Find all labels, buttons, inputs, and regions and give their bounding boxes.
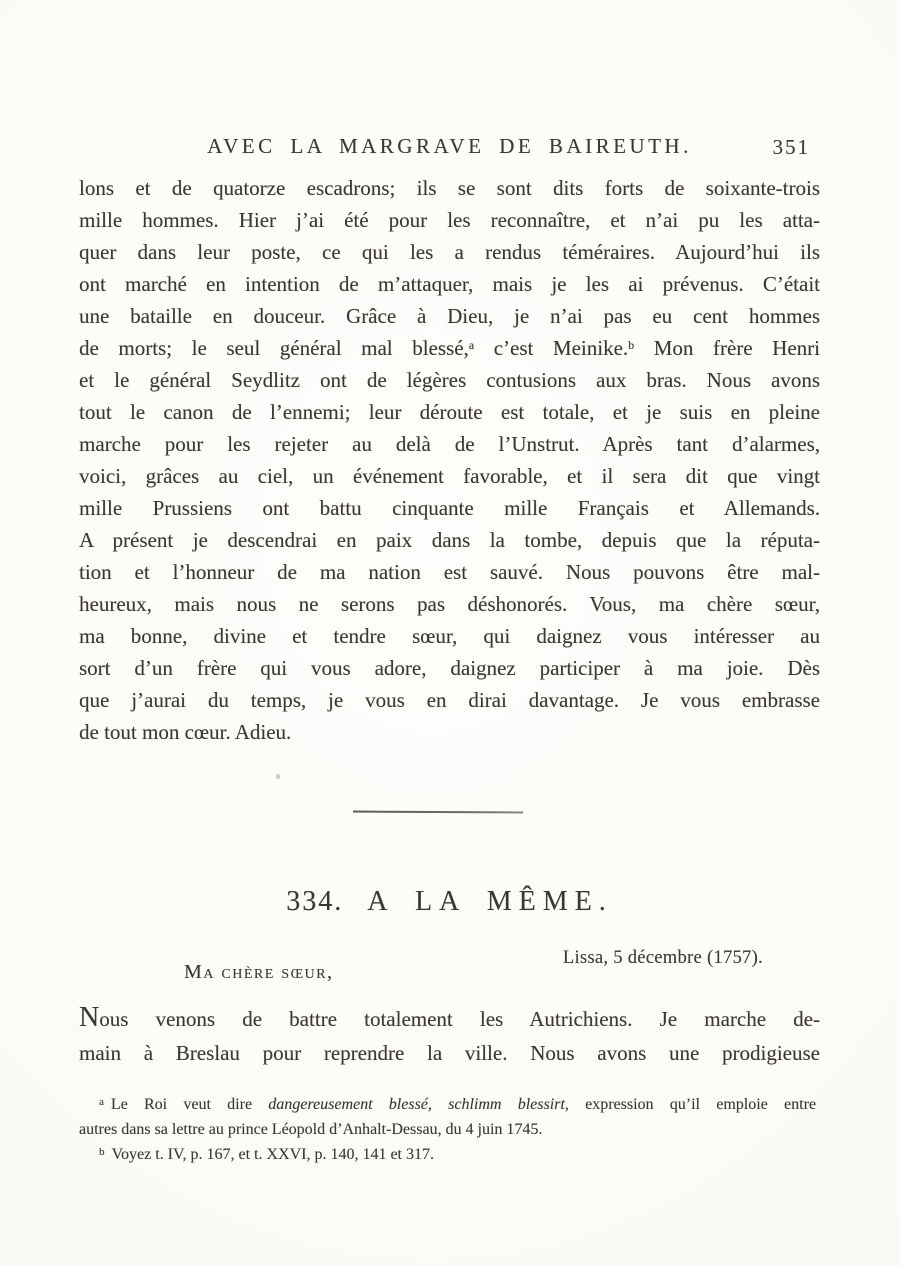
letter-number: 334.: [286, 886, 344, 917]
dateline: Lissa, 5 décembre (1757).: [562, 948, 763, 968]
text-line: lons et de quatorze escadrons; ils se sont dits forts de soixante-trois: [79, 176, 820, 200]
text-segment: Voyez t. IV, p. 167, et t. XXVI, p. 140, 141 et 317.: [111, 1146, 434, 1163]
text-line: marche pour les rejeter au delà de l’Unstrut. Après tant d’alarmes,: [79, 432, 820, 456]
text-line: heureux, mais nous ne serons pas déshonorés. Vous, ma chère sœur,: [79, 592, 820, 616]
page-number: 351: [772, 135, 810, 159]
running-header: [79, 134, 820, 159]
italic-phrase: dangereusement blessé, schlimm blessirt,: [268, 1096, 569, 1113]
section-divider: [353, 811, 523, 814]
footnote-a-marker: a: [99, 1096, 104, 1108]
text-line: main à Breslau pour reprendre la ville. Nous avons une prodigieuse: [79, 1041, 820, 1065]
footnote-a-line1: [79, 1092, 816, 1117]
footnotes-block: [79, 1092, 816, 1167]
salutation: Ma chère sœur,: [184, 961, 334, 983]
letter-334-heading: [79, 886, 820, 918]
footnote-a-line2: autres dans sa lettre au prince Léopold d’Anhalt-Dessau, du 4 juin 1745.: [79, 1121, 543, 1138]
text-line: A présent je descendrai en paix dans la tombe, depuis que la réputa-: [79, 528, 820, 552]
text-segment: c’est Meinike.: [474, 336, 629, 360]
initial-capital: N: [79, 1002, 100, 1033]
text-line: ont marché en intention de m’attaquer, mais je les ai prévenus. C’était: [79, 272, 820, 296]
text-segment: de morts; le seul général mal blessé,: [79, 336, 469, 360]
footnote-b-marker: b: [99, 1146, 105, 1158]
footnote-marker-a: a: [468, 338, 475, 352]
text-line-with-footnote-refs: [79, 332, 820, 364]
letter-title: A LA MÊME.: [367, 886, 613, 917]
text-line: tout le canon de l’ennemi; leur déroute est totale, et je suis en pleine: [79, 400, 820, 424]
text-segment: expression qu’il emploie entre: [568, 1096, 817, 1113]
text-line: tion et l’honneur de ma nation est sauvé. Nous pouvons être mal-: [79, 560, 820, 584]
text-line-with-initial: [79, 1002, 820, 1036]
text-line: que j’aurai du temps, je vous en dirai davantage. Je vous embrasse: [79, 688, 820, 712]
text-line: de tout mon cœur. Adieu.: [79, 720, 292, 744]
text-line: ma bonne, divine et tendre sœur, qui daignez vous intéresser au: [79, 624, 820, 648]
letter-333-body: [79, 172, 820, 748]
header-title: AVEC LA MARGRAVE DE BAIREUTH.: [207, 134, 692, 158]
text-line: voici, grâces au ciel, un événement favorable, et il sera dit que vingt: [79, 464, 820, 488]
text-line: quer dans leur poste, ce qui les a rendus téméraires. Aujourd’hui ils: [79, 240, 820, 264]
scan-speck: [276, 774, 280, 779]
text-line: et le général Seydlitz ont de légères contusions aux bras. Nous avons: [79, 368, 820, 392]
text-line: une bataille en douceur. Grâce à Dieu, je n’ai pas eu cent hommes: [79, 304, 820, 328]
text-segment: Le Roi veut dire: [110, 1096, 269, 1113]
footnote-marker-b: b: [628, 338, 635, 352]
text-segment: ous venons de battre totalement les Autrichiens. Je marche de-: [99, 1007, 820, 1031]
letter-334-body: [79, 1002, 820, 1070]
text-line: mille hommes. Hier j’ai été pour les reconnaître, et n’ai pu les atta-: [79, 208, 820, 232]
text-segment: Mon frère Henri: [634, 336, 820, 360]
text-line: mille Prussiens ont battu cinquante mille Français et Allemands.: [79, 496, 820, 520]
footnote-b: [79, 1142, 816, 1167]
text-line: sort d’un frère qui vous adore, daignez participer à ma joie. Dès: [79, 656, 820, 680]
